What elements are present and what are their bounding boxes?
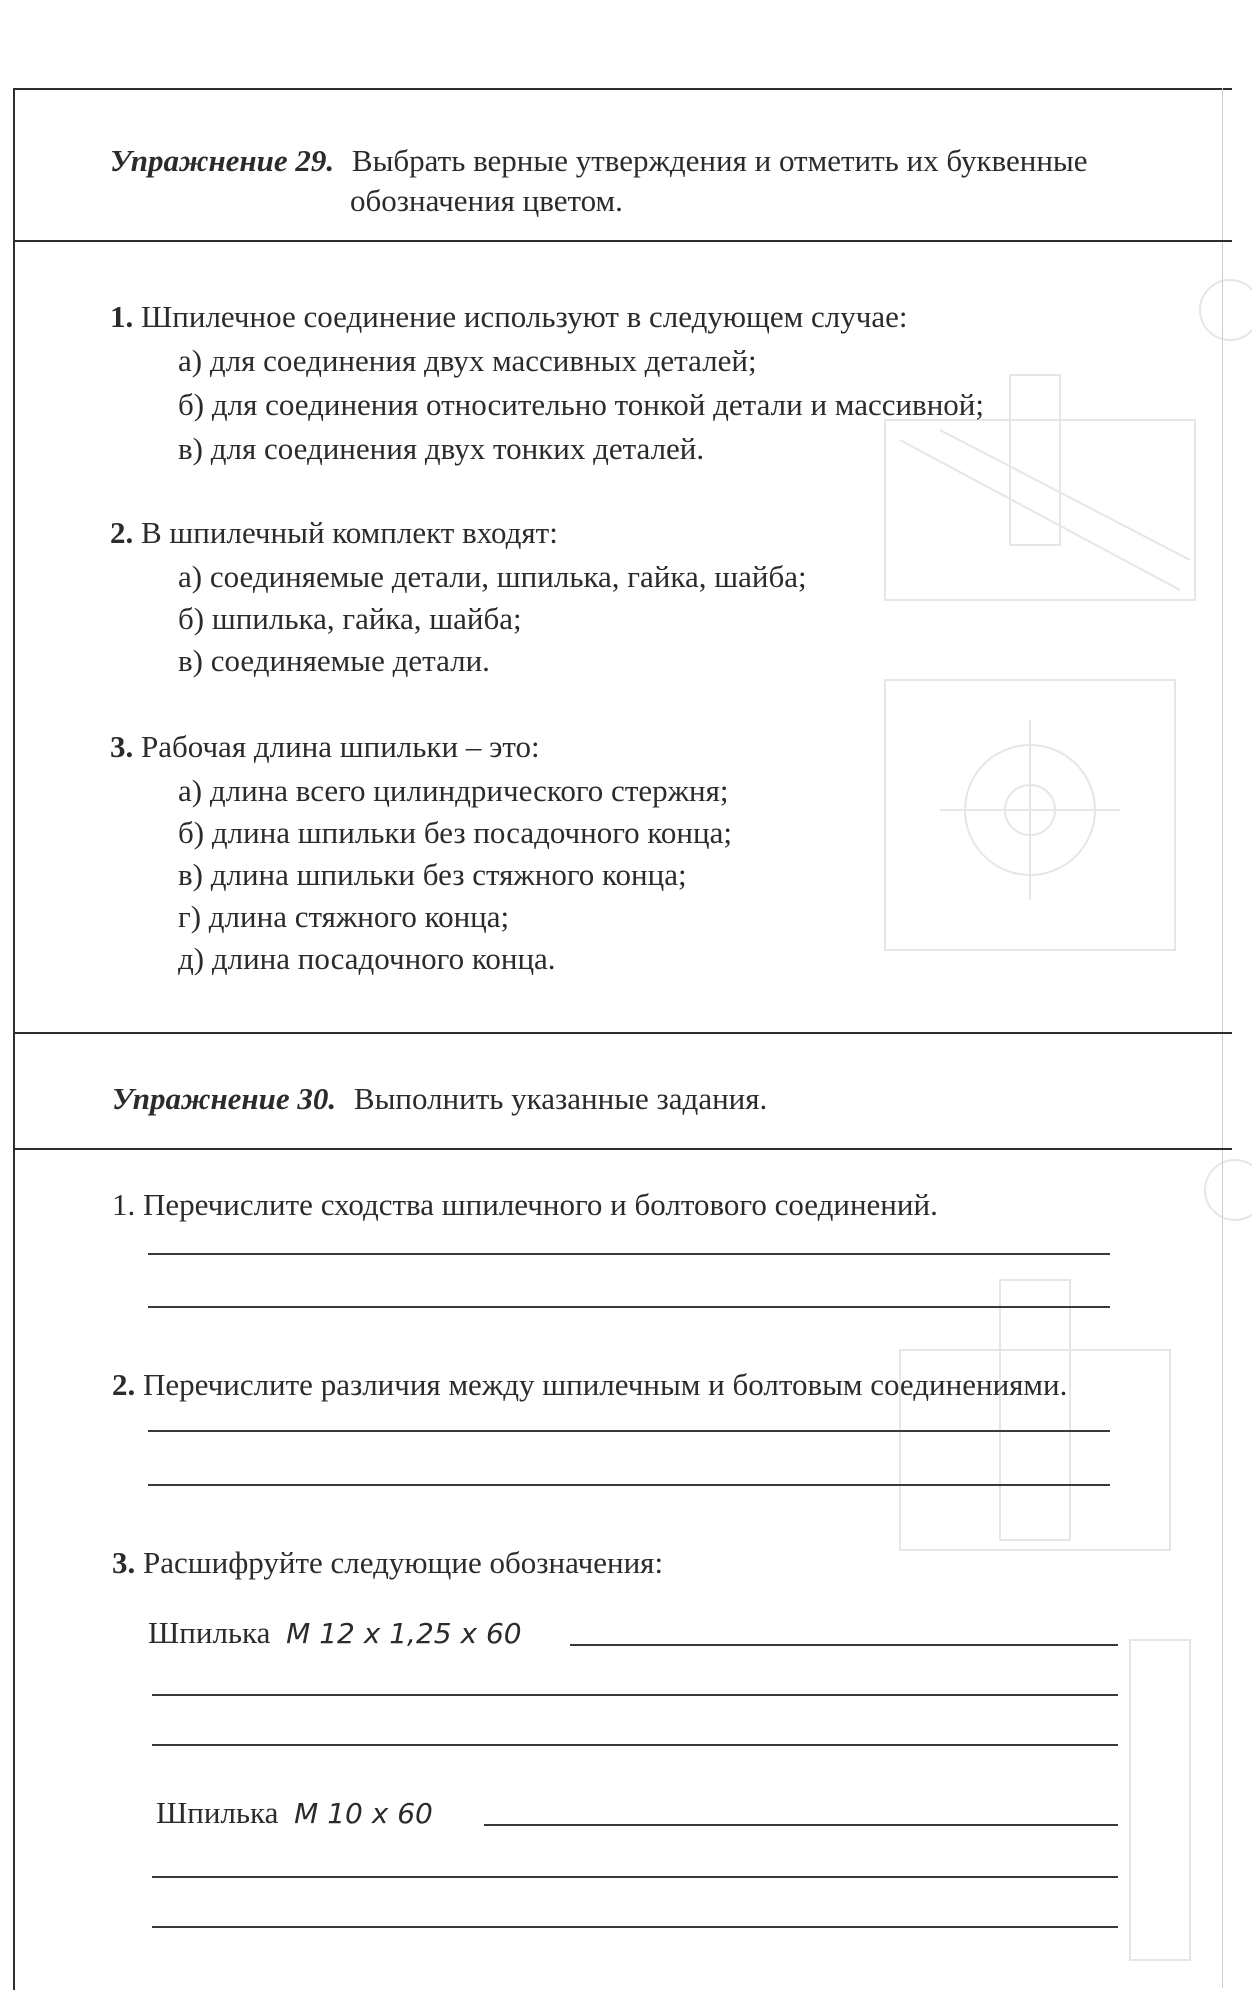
question-2-option-c: в) соединяемые детали. <box>178 643 490 678</box>
exercise-divider <box>13 1032 1232 1034</box>
designation-2-code: М 10 х 60 <box>294 1797 433 1830</box>
question-3-number: 3. <box>110 729 134 764</box>
question-3-option-b: б) длина шпильки без посадочного конца; <box>178 815 732 850</box>
frame-right-rule <box>1222 88 1223 1988</box>
designation-2-word: Шпилька <box>156 1795 279 1830</box>
designation-2-answer-line-3[interactable] <box>152 1926 1118 1928</box>
task-1-answer-line-2[interactable] <box>148 1306 1110 1308</box>
question-1-text: Шпилечное соединение используют в следующем случае: <box>141 299 908 334</box>
task-3-number: 3. <box>112 1545 136 1580</box>
task-2-answer-line-1[interactable] <box>148 1430 1110 1432</box>
question-3-option-e: д) длина посадочного конца. <box>178 941 556 976</box>
designation-2-answer-line-2[interactable] <box>152 1876 1118 1878</box>
frame-top-rule <box>13 88 1232 90</box>
designation-2 <box>156 1794 433 1833</box>
exercise-29-title-line2: обозначения цветом. <box>350 183 623 218</box>
question-3-option-a: а) длина всего цилиндрического стержня; <box>178 773 729 808</box>
task-2-answer-line-2[interactable] <box>148 1484 1110 1486</box>
question-1-option-c: в) для соединения двух тонких деталей. <box>178 431 705 466</box>
question-3-text: Рабочая длина шпильки – это: <box>141 729 540 764</box>
question-2-number: 2. <box>110 515 134 550</box>
question-1-option-b: б) для соединения относительно тонкой детали и массивной; <box>178 387 984 422</box>
exercise-29-title-line1: Выбрать верные утверждения и отметить их буквенные <box>351 143 1088 178</box>
task-1-answer-line-1[interactable] <box>148 1253 1110 1255</box>
designation-1-answer-line-3[interactable] <box>152 1744 1118 1746</box>
question-2-option-a: а) соединяемые детали, шпилька, гайка, шайба; <box>178 559 807 594</box>
task-1 <box>112 1186 938 1224</box>
exercise-30-title: Выполнить указанные задания. <box>353 1081 768 1116</box>
task-2-number: 2. <box>112 1367 136 1402</box>
task-3-text: Расшифруйте следующие обозначения: <box>143 1545 664 1580</box>
exercise-30-header-divider <box>13 1148 1232 1150</box>
question-3-option-d: г) длина стяжного конца; <box>178 899 510 934</box>
designation-1-answer-line-2[interactable] <box>152 1694 1118 1696</box>
designation-1-word: Шпилька <box>148 1615 271 1650</box>
exercise-29-header <box>110 142 1088 180</box>
exercise-29-label: Упражнение 29. <box>110 143 335 178</box>
designation-2-answer-line-1[interactable] <box>484 1824 1118 1826</box>
question-3-option-c: в) длина шпильки без стяжного конца; <box>178 857 687 892</box>
task-2-text: Перечислите различия между шпилечным и болтовым соединениями. <box>143 1367 1068 1402</box>
task-1-number: 1. <box>112 1187 136 1222</box>
frame-left-rule <box>13 88 15 1990</box>
task-2 <box>112 1366 1067 1404</box>
designation-1-code: М 12 х 1,25 х 60 <box>286 1617 522 1650</box>
designation-1-answer-line-1[interactable] <box>570 1644 1118 1646</box>
exercise-30-label: Упражнение 30. <box>112 1081 337 1116</box>
task-1-text: Перечислите сходства шпилечного и болтового соединений. <box>143 1187 938 1222</box>
designation-1 <box>148 1614 522 1653</box>
question-2-option-b: б) шпилька, гайка, шайба; <box>178 601 522 636</box>
task-3 <box>112 1544 663 1582</box>
exercise-30-header <box>112 1080 767 1118</box>
question-2-text: В шпилечный комплект входят: <box>141 515 558 550</box>
question-1-number: 1. <box>110 299 134 334</box>
question-1 <box>110 298 908 336</box>
question-3 <box>110 728 540 766</box>
exercise-29-header-divider <box>13 240 1232 242</box>
question-1-option-a: а) для соединения двух массивных деталей; <box>178 343 757 378</box>
question-2 <box>110 514 558 552</box>
